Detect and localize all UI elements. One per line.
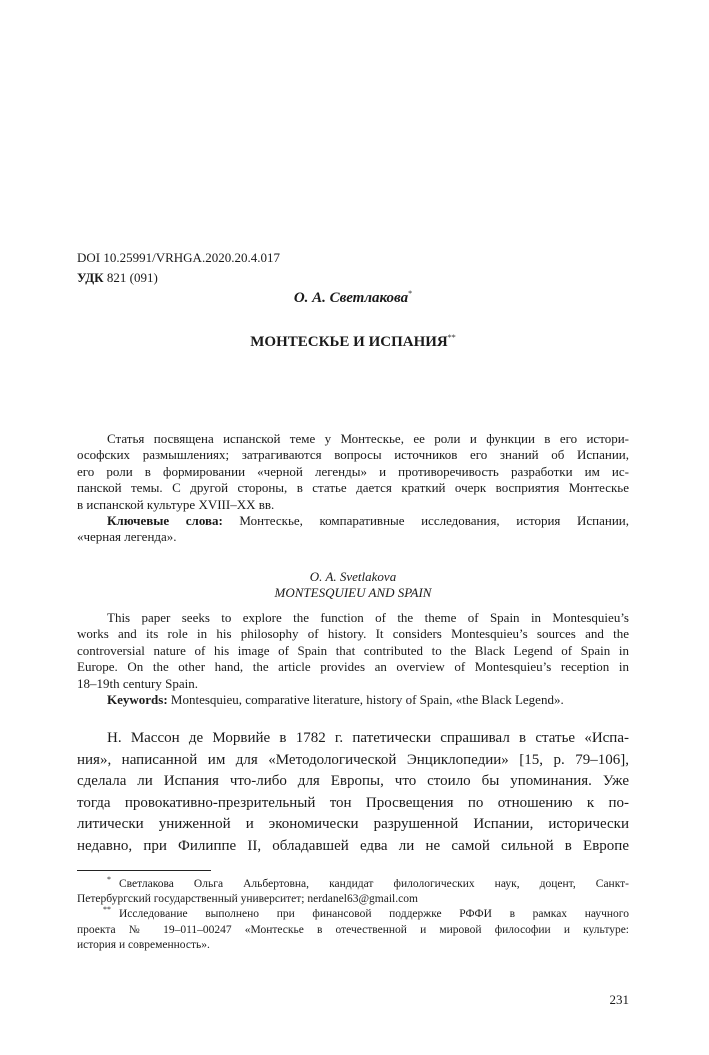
- abstract-en-line: controversial nature of his image of Spain that contributed to the Black Legend of Spain in: [77, 642, 629, 658]
- footnote-2-text: Исследование выполнено при финансовой поддержке РФФИ в рамках научного: [119, 908, 629, 921]
- english-heading: [77, 569, 629, 602]
- udk-label: УДК: [77, 270, 104, 285]
- title-footnote-mark: **: [447, 333, 456, 342]
- keywords-ru-line: [77, 513, 629, 529]
- footnote-2-cont: проекта № 19–011–00247 «Монтескье в отечественной и мировой философии и культуре:: [77, 923, 629, 936]
- abstract-ru-line: панской темы. С другой стороны, в статье дается краткий очерк восприятия Монтескье: [77, 480, 629, 496]
- keywords-ru-text: Монтескье, компаративные исследования, история Испании,: [222, 513, 629, 529]
- abstract-en-line: Europe. On the other hand, the article provides an overview of Montesquieu’s reception in: [77, 659, 629, 675]
- body-text: [77, 728, 629, 858]
- author-name: О. А. Светлакова: [293, 290, 409, 306]
- footnote-2-mark: **: [103, 905, 111, 915]
- footnote-separator: [77, 870, 211, 871]
- keywords-en-line: [77, 692, 629, 708]
- abstract-ru-line: в испанской культуре XVIII–XX вв.: [77, 496, 275, 512]
- author-line: [77, 288, 629, 308]
- abstract-en-line: works and its role in his philosophy of history. It considers Montesquieu’s sources and the: [77, 626, 629, 642]
- english-title: MONTESQUIEU AND SPAIN: [274, 585, 432, 601]
- footnotes: [77, 877, 629, 953]
- abstract-ru: [77, 431, 629, 546]
- body-line: литически униженной и экономически разрушенной Испании, исторически: [77, 816, 629, 833]
- body-line: Н. Массон де Морвийе в 1782 г. патетически спрашивал в статье «Испа-: [107, 730, 629, 746]
- footnote-1-mark: *: [107, 875, 111, 885]
- body-line: недавно, при Филиппе II, обладавшей едва ли не самой сильной в Европе: [77, 837, 629, 854]
- keywords-ru-label: Ключевые слова:: [107, 513, 223, 529]
- article-header: [77, 248, 629, 288]
- udk-value: 821 (091): [103, 270, 158, 285]
- article-title: [77, 332, 629, 352]
- footnote-2-cont: история и современность».: [77, 938, 210, 951]
- abstract-en: [77, 610, 629, 708]
- keywords-en-label: Keywords:: [107, 692, 168, 708]
- footnote-1-cont: Петербургский государственный университет; nerdanel63@gmail.com: [77, 893, 418, 906]
- author-footnote-mark: *: [408, 289, 413, 298]
- body-line: ния», написанной им для «Методологической Энциклопедии» [15, p. 79–106],: [77, 751, 629, 768]
- english-author: O. A. Svetlakova: [309, 569, 397, 584]
- abstract-ru-line: ософских размышлениях; затрагиваются вопросы источников его знаний об Испании,: [77, 447, 629, 463]
- keywords-ru-line: «черная легенда».: [77, 529, 177, 545]
- abstract-en-line: 18–19th century Spain.: [77, 675, 198, 691]
- udk-line: [77, 268, 629, 288]
- footnote-1-text: Светлакова Ольга Альбертовна, кандидат филологических наук, доцент, Санкт-: [119, 878, 629, 890]
- title-text: МОНТЕСКЬЕ И ИСПАНИЯ: [250, 334, 448, 350]
- footnote-2: [77, 907, 629, 922]
- doi-line: DOI 10.25991/VRHGA.2020.20.4.017: [77, 250, 280, 265]
- footnote-1: [77, 877, 629, 892]
- abstract-ru-line: Статья посвящена испанской теме у Монтескье, ее роли и функции в его истори-: [107, 431, 629, 446]
- body-line: сделала ли Испания что-либо для Европы, что стоило бы упоминания. Уже: [77, 773, 629, 790]
- keywords-en-text: Montesquieu, comparative literature, history of Spain, «the Black Legend».: [167, 692, 564, 708]
- page-number: 231: [609, 992, 629, 1007]
- body-line: тогда провокативно-презрительный тон Просвещения по отношению к по-: [77, 794, 629, 811]
- abstract-ru-line: его роли в формировании «черной легенды» и противоречивость разработки им ис-: [77, 463, 629, 479]
- abstract-en-line: This paper seeks to explore the function of the theme of Spain in Montesquieu’s: [107, 610, 629, 625]
